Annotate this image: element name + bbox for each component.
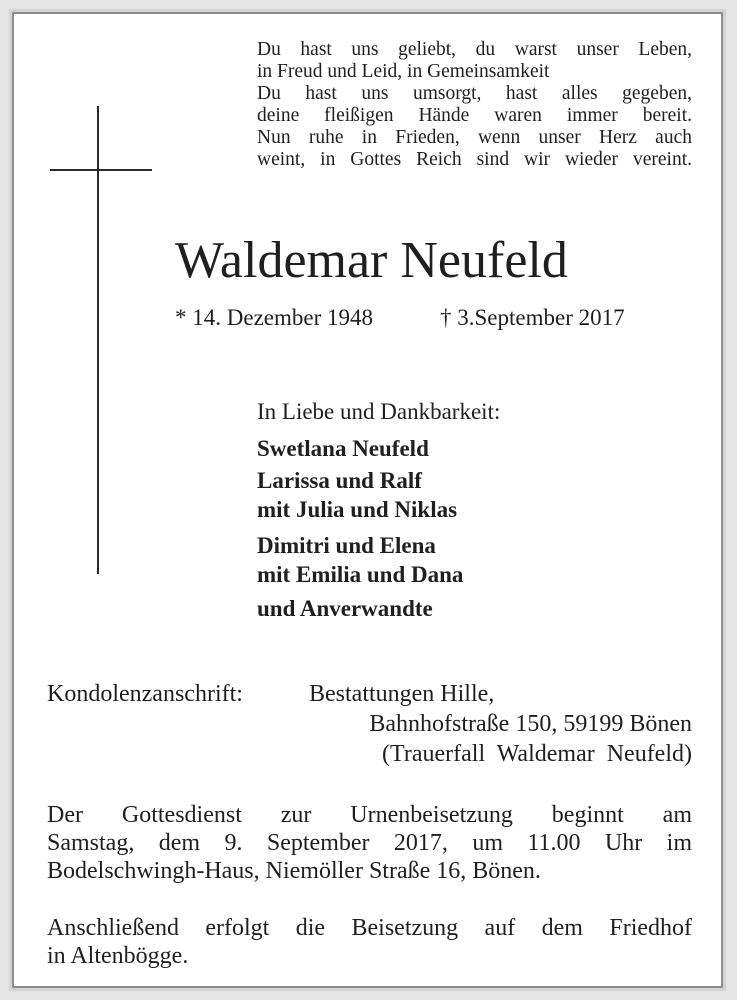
obituary-notice bbox=[12, 12, 723, 988]
poem-line: Du hast uns geliebt, du warst unser Leben, bbox=[257, 39, 692, 60]
mourner-name: und Anverwandte bbox=[257, 596, 433, 621]
death-date: † 3.September 2017 bbox=[440, 305, 625, 330]
cross-icon bbox=[97, 106, 99, 574]
service-line: Bodelschwingh-Haus, Niemöller Straße 16, Bönen. bbox=[47, 858, 541, 884]
mourner-name: Swetlana Neufeld bbox=[257, 436, 429, 461]
life-dates bbox=[175, 304, 625, 332]
poem-line: Nun ruhe in Frieden, wenn unser Herz auch bbox=[257, 127, 692, 148]
poem-line: weint, in Gottes Reich sind wir wieder vereint. bbox=[257, 149, 692, 170]
cross-icon-bar bbox=[50, 169, 152, 171]
mourners-intro: In Liebe und Dankbarkeit: bbox=[257, 399, 501, 424]
birth-date: * 14. Dezember 1948 bbox=[175, 305, 373, 330]
mourner-name: Dimitri und Elena bbox=[257, 533, 436, 558]
mourner-name: mit Julia und Niklas bbox=[257, 497, 458, 522]
condolence-label: Kondolenzanschrift: bbox=[47, 681, 243, 707]
service-line: Der Gottesdienst zur Urnenbeisetzung beginnt am bbox=[47, 802, 692, 828]
poem-line: deine fleißigen Hände waren immer bereit. bbox=[257, 105, 692, 126]
deceased-name: Waldemar Neufeld bbox=[175, 232, 568, 289]
burial-line: Anschließend erfolgt die Beisetzung auf dem Friedhof bbox=[47, 915, 692, 941]
poem-line: in Freud und Leid, in Gemeinsamkeit bbox=[257, 61, 550, 82]
burial-info bbox=[47, 914, 692, 970]
mourner-group bbox=[257, 531, 463, 589]
mourner-group bbox=[257, 466, 457, 524]
address-line: Bestattungen Hille, bbox=[309, 681, 495, 707]
burial-line: in Altenbögge. bbox=[47, 943, 189, 969]
mourner-name: mit Emilia und Dana bbox=[257, 562, 464, 587]
service-info bbox=[47, 801, 692, 885]
condolence-address bbox=[47, 679, 692, 769]
address-line: Bahnhofstraße 150, 59199 Bönen bbox=[369, 711, 692, 737]
poem-line: Du hast uns umsorgt, hast alles gegeben, bbox=[257, 83, 692, 104]
service-line: Samstag, dem 9. September 2017, um 11.00 Uhr im bbox=[47, 830, 692, 856]
mourner-name: Larissa und Ralf bbox=[257, 468, 422, 493]
memorial-poem bbox=[257, 39, 692, 171]
address-line: (Trauerfall Waldemar Neufeld) bbox=[382, 741, 692, 767]
